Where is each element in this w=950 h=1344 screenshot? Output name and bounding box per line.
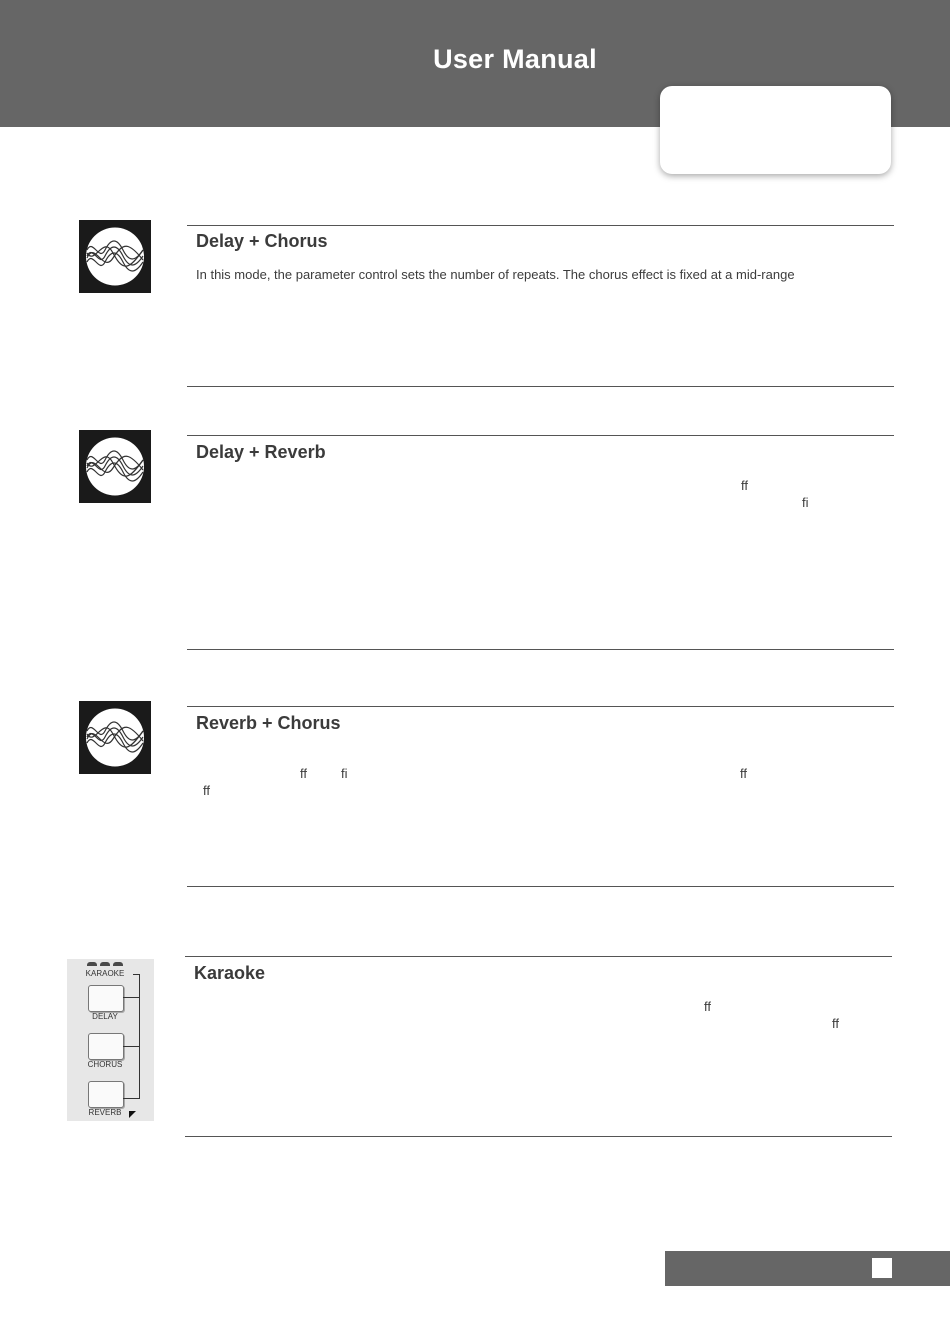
karaoke-button-panel [67, 959, 154, 1121]
section-top-rule [187, 435, 894, 436]
chorus-button-label: CHORUS [87, 1060, 123, 1069]
karaoke-label: KARAOKE [85, 969, 125, 978]
section-title-delay-chorus: Delay + Chorus [196, 231, 328, 251]
footer-bar [665, 1251, 950, 1286]
section-title-reverb-chorus: Reverb + Chorus [196, 713, 341, 733]
pointer-arrow-icon [129, 1111, 136, 1118]
text-fragment: fi [341, 766, 348, 781]
text-fragment: fi [802, 495, 809, 510]
section-title-delay-reverb: Delay + Reverb [196, 442, 326, 462]
text-fragment: ff [741, 478, 748, 493]
chorus-button[interactable] [88, 1033, 124, 1060]
section-bottom-rule [187, 886, 894, 887]
section-body-delay-chorus: In this mode, the parameter control sets the number of repeats. The chorus effect is fixed at a mid-range [196, 267, 795, 282]
section-title-karaoke: Karaoke [194, 963, 266, 983]
page-number-box [872, 1258, 892, 1278]
bracket-line [123, 997, 140, 998]
section-top-rule [187, 225, 894, 226]
led-indicator [87, 962, 97, 966]
reverb-button[interactable] [88, 1081, 124, 1108]
bracket-line [139, 974, 140, 1099]
section-top-rule [185, 956, 892, 957]
section-top-rule [187, 706, 894, 707]
header-tab [660, 86, 891, 174]
waveform-icon [79, 430, 151, 503]
section-bottom-rule [187, 649, 894, 650]
reverb-button-label: REVERB [88, 1108, 122, 1117]
text-fragment: ff [203, 783, 210, 798]
bracket-line [123, 1098, 140, 1099]
bracket-line [123, 1046, 140, 1047]
led-indicator [113, 962, 123, 966]
text-fragment: ff [704, 999, 711, 1014]
text-fragment: ff [832, 1016, 839, 1031]
text-fragment: ff [740, 766, 747, 781]
waveform-icon [79, 220, 151, 293]
waveform-icon [79, 701, 151, 774]
section-bottom-rule [187, 386, 894, 387]
led-indicator [100, 962, 110, 966]
bracket-line [133, 974, 140, 975]
delay-button[interactable] [88, 985, 124, 1012]
section-bottom-rule [185, 1136, 892, 1137]
delay-button-label: DELAY [92, 1012, 118, 1021]
page-title: User Manual [433, 44, 597, 74]
text-fragment: ff [300, 766, 307, 781]
